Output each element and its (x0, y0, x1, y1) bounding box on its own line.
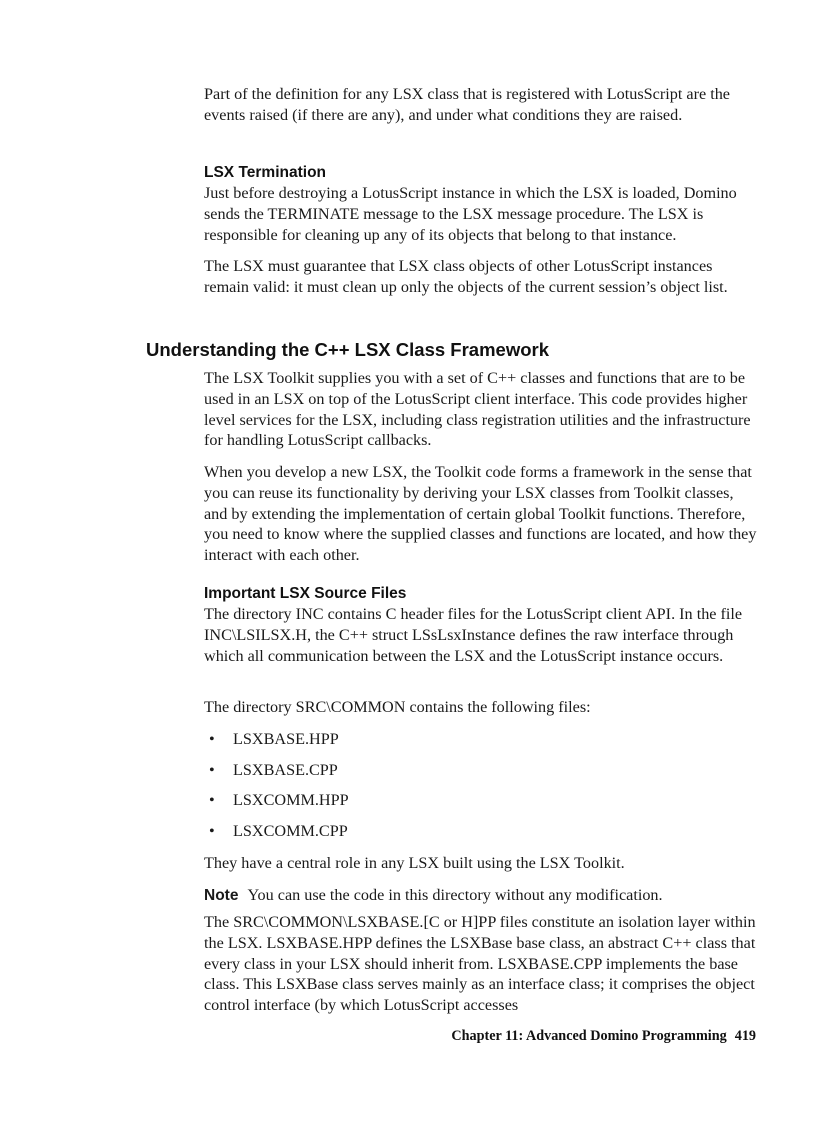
source-paragraph-2: The directory SRC\COMMON contains the following files: (204, 698, 591, 716)
source-paragraph-1: The directory INC contains C header files for the LotusScript client API. In the file INC\LSILSX.H, the C++ struct LSsLsxInstance defines the raw interface through which all communication between the LSX and the LotusScript instance occurs. (204, 605, 743, 665)
framework-paragraph-2: When you develop a new LSX, the Toolkit code forms a framework in the sense that you can reuse its functionality by deriving your LSX classes from Toolkit classes, and by extending the implementation of certain global Toolkit functions. Therefore, you need to know where the supplied classes and functions are located, and how they interact with each other. (204, 463, 757, 565)
file-name: LSXBASE.CPP (233, 760, 338, 779)
framework-paragraph-1: The LSX Toolkit supplies you with a set of C++ classes and functions that are to be used in an LSX on top of the LotusScript client interface. This code provides higher level services for the LSX, including class registration utilities and the infrastructure for handling LotusScript callbacks. (204, 369, 751, 450)
file-list (204, 729, 760, 851)
bullet-icon: • (209, 791, 215, 809)
note-label: Note (204, 887, 239, 904)
heading-lsx-termination: LSX Termination (204, 164, 327, 181)
list-item (204, 760, 760, 791)
note-text: You can use the code in this directory without any modification. (247, 886, 663, 904)
file-name: LSXCOMM.HPP (233, 791, 349, 809)
isolation-paragraph: The SRC\COMMON\LSXBASE.[C or H]PP files constitute an isolation layer within the LSX. LSXBASE.HPP defines the LSXBase base class, an abstract C++ class that every class in your LSX should inherit from. LSXBASE.CPP implements the base class. This LSXBase class serves mainly as an interface class; it comprises the object control interface (by which LotusScript accesses (204, 913, 756, 1015)
file-name: LSXBASE.HPP (233, 730, 339, 748)
bullet-icon: • (209, 760, 215, 779)
page-number: 419 (734, 1028, 756, 1044)
list-item (204, 821, 760, 852)
heading-source-files: Important LSX Source Files (204, 585, 407, 602)
list-item (204, 729, 760, 760)
bullet-icon: • (209, 730, 215, 748)
heading-class-framework: Understanding the C++ LSX Class Framework (146, 339, 549, 360)
source-paragraph-3: They have a central role in any LSX built using the LSX Toolkit. (204, 854, 625, 872)
page-footer (451, 1026, 756, 1046)
chapter-title: Chapter 11: Advanced Domino Programming (451, 1028, 727, 1044)
termination-paragraph-2: The LSX must guarantee that LSX class objects of other LotusScript instances remain valid: it must clean up only the objects of the current session’s object list. (204, 257, 728, 296)
termination-paragraph-1: Just before destroying a LotusScript instance in which the LSX is loaded, Domino sends the TERMINATE message to the LSX message procedure. The LSX is responsible for cleaning up any of its objects that belong to that instance. (204, 184, 737, 244)
bullet-icon: • (209, 821, 215, 840)
file-name: LSXCOMM.CPP (233, 821, 348, 840)
list-item (204, 790, 760, 821)
note-paragraph (204, 885, 760, 907)
intro-paragraph: Part of the definition for any LSX class that is registered with LotusScript are the events raised (if there are any), and under what conditions they are raised. (204, 85, 730, 124)
